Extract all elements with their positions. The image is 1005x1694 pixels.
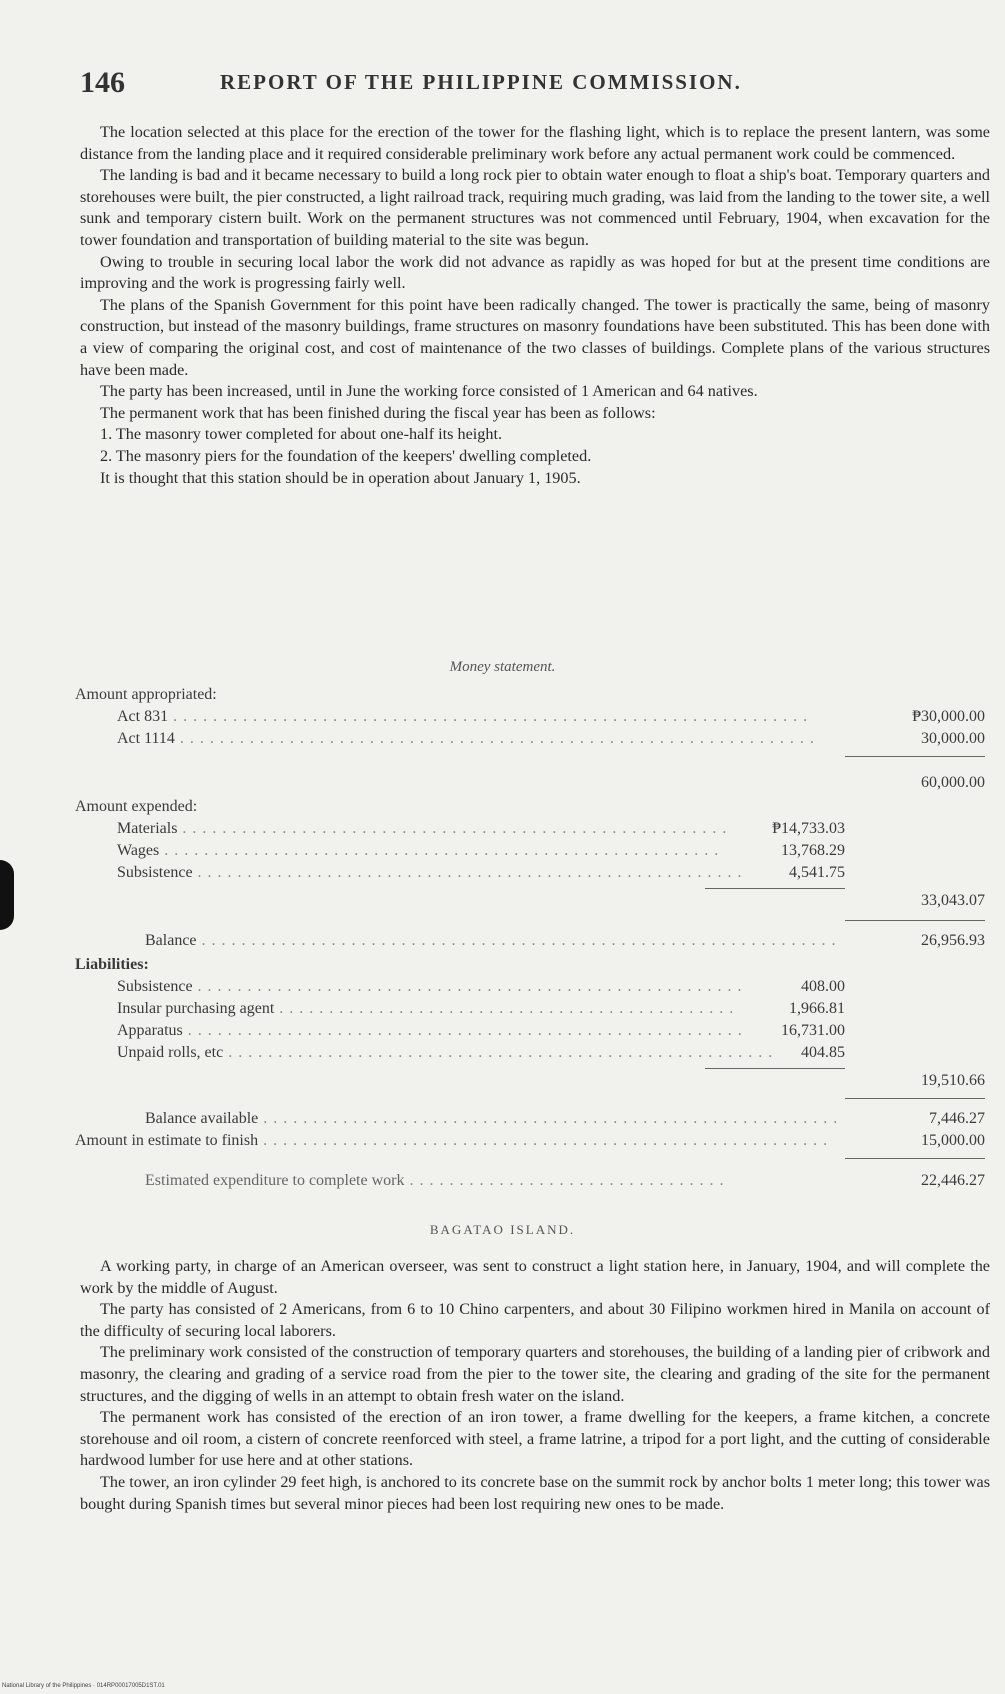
intro-text xyxy=(80,122,990,489)
sum-rule xyxy=(845,1098,985,1099)
paragraph: The party has been increased, until in June the working force consisted of 1 American and 64 natives. xyxy=(100,382,758,401)
act1114-row xyxy=(75,730,985,752)
paragraph: The tower, an iron cylinder 29 feet high, is anchored to its concrete base on the summit rock by anchor bolts 1 meter long; this tower was bought during Spanish times but several minor pieces had been lost requiring new ones to be made. xyxy=(80,1472,990,1513)
leader-dots: . . . . . . . . . . . . . . . . . . . . . . . . . . . . . . . . . . . . . . . . . . . . . . . . . . . . . . . . . xyxy=(258,1132,829,1149)
leader-dots: . . . . . . . . . . . . . . . . . . . . . . . . . . . . . . . . . . . . . . . . . . . . . . . . . . . . . . . . xyxy=(182,1022,743,1039)
label: Amount in estimate to finish xyxy=(75,1132,259,1149)
label: Amount expended: xyxy=(75,798,198,815)
leader-dots: . . . . . . . . . . . . . . . . . . . . . . . . . . . . . . . . . . . . . . . . . . . . . . . . . . . . . . . xyxy=(223,1044,774,1061)
label: Wages xyxy=(117,842,160,859)
sum-rule xyxy=(705,888,845,889)
value: 1,966.81 xyxy=(789,1000,845,1017)
paragraph: Owing to trouble in securing local labor the work did not advance as rapidly as was hoped for but at the present time conditions are improving and the work is progressing fairly well. xyxy=(80,252,990,293)
label: Balance available xyxy=(145,1110,259,1127)
leader-dots: . . . . . . . . . . . . . . . . . . . . . . . . . . . . . . . . . . . . . . . . . . . . . . . . . . . . . . . xyxy=(192,864,743,881)
label: Liabilities: xyxy=(75,956,149,973)
value: ₱14,733.03 xyxy=(772,820,845,837)
sum-rule xyxy=(845,756,985,757)
appropriated-total-row xyxy=(75,774,985,796)
expended-total-row xyxy=(75,892,985,914)
value: ₱30,000.00 xyxy=(912,708,985,725)
balance-row xyxy=(75,932,985,954)
label: Insular purchasing agent xyxy=(117,1000,275,1017)
leader-dots: . . . . . . . . . . . . . . . . . . . . . . . . . . . . . . . . . . . . . . . . . . . . . . . . . . . . . . . . . . . . . . . . xyxy=(174,730,815,747)
label: Act 831 xyxy=(117,708,169,725)
value: 26,956.93 xyxy=(921,932,985,949)
value: 60,000.00 xyxy=(921,774,985,791)
leader-dots: . . . . . . . . . . . . . . . . . . . . . . . . . . . . . . . . . . . . . . . . . . . . . . . . . . . . . . . xyxy=(177,820,728,837)
running-title: REPORT OF THE PHILIPPINE COMMISSION. xyxy=(220,70,742,94)
estimate-row xyxy=(75,1132,985,1154)
label: Estimated expenditure to complete work xyxy=(145,1172,405,1189)
liabilities-total-row xyxy=(75,1072,985,1094)
balance-available-row xyxy=(75,1110,985,1132)
paragraph: The location selected at this place for the erection of the tower for the flashing light, which is to replace the present lantern, was some distance from the landing place and it required considerable preliminary work before any actual permanent work could be commenced. xyxy=(80,123,990,163)
money-statement-caption: Money statement. xyxy=(449,659,556,675)
paragraph: It is thought that this station should be in operation about January 1, 1905. xyxy=(100,468,581,487)
leader-dots: . . . . . . . . . . . . . . . . . . . . . . . . . . . . . . . . . . . . . . . . . . . . . . . . . . . . . . . xyxy=(192,978,743,995)
value: 7,446.27 xyxy=(929,1110,985,1127)
label: Apparatus xyxy=(117,1022,183,1039)
materials-row xyxy=(75,820,985,842)
label: Materials xyxy=(117,820,178,837)
label: Unpaid rolls, etc xyxy=(117,1044,224,1061)
value: 33,043.07 xyxy=(921,892,985,909)
binding-shadow xyxy=(0,860,14,930)
sum-rule xyxy=(845,1158,985,1159)
scan-footer: National Library of the Philippines · 014RP00017005D1ST.01 xyxy=(2,1683,165,1689)
page-number: 146 xyxy=(80,66,125,99)
value: 404.85 xyxy=(801,1044,845,1061)
value: 4,541.75 xyxy=(789,864,845,881)
paragraph: The party has consisted of 2 Americans, from 6 to 10 Chino carpenters, and about 30 Filipino workmen hired in Manila on account of the difficulty of securing local laborers. xyxy=(80,1300,990,1340)
insular-row xyxy=(75,1000,985,1022)
paragraph: The permanent work that has been finished during the fiscal year has been as follows: xyxy=(100,403,656,422)
paragraph: The plans of the Spanish Government for this point have been radically changed. The tower is practically the same, being of masonry construction, but instead of the masonry buildings, frame structures on masonry foundations have been substituted. This has been done with a view of comparing the original cost, and cost of maintenance of the two classes of buildings. Complete plans of the various structures have been made. xyxy=(80,295,990,379)
leader-dots: . . . . . . . . . . . . . . . . . . . . . . . . . . . . . . . . . . . . . . . . . . . . . . . . . . . . . . . . . . xyxy=(258,1110,839,1127)
bagatao-text xyxy=(80,1256,990,1515)
paragraph: The permanent work has consisted of the erection of an iron tower, a frame dwelling for the keepers, a frame kitchen, a concrete storehouse and oil room, a cistern of concrete reenforced with steel, a frame latrine, a tripod for a port light, and the cutting of considerable hardwood lumber for use here and at other stations. xyxy=(80,1408,990,1470)
value: 408.00 xyxy=(801,978,845,995)
act831-row xyxy=(75,708,985,730)
label: Subsistence xyxy=(117,978,193,995)
label: Amount appropriated: xyxy=(75,686,217,703)
page-header xyxy=(80,66,980,106)
value: 15,000.00 xyxy=(921,1132,985,1149)
paragraph: A working party, in charge of an American overseer, was sent to construct a light station here, in January, 1904, and will complete the work by the middle of August. xyxy=(80,1257,990,1297)
paragraph: The preliminary work consisted of the construction of temporary quarters and storehouses, the building of a landing pier of cribwork and masonry, the clearing and grading of a service road from the pier to the tower site, the clearing and grading of the site for the permanent structures, and the digging of wells in an attempt to obtain fresh water on the island. xyxy=(80,1343,990,1405)
list-item: 2. The masonry piers for the foundation of the keepers' dwelling completed. xyxy=(100,446,592,465)
leader-dots: . . . . . . . . . . . . . . . . . . . . . . . . . . . . . . . . . . . . . . . . . . . . . . . . . . . . . . . . xyxy=(159,842,720,859)
leader-dots: . . . . . . . . . . . . . . . . . . . . . . . . . . . . . . . . . . . . . . . . . . . . . . xyxy=(274,1000,735,1017)
paragraph: The landing is bad and it became necessary to build a long rock pier to obtain water enough to float a ship's boat. Temporary quarters and storehouses were built, the pier constructed, a light railroad track, requiring much grading, was laid from the landing to the tower site, a well sunk and temporary cistern built. Work on the permanent structures was not commenced until February, 1904, when excavation for the tower foundation and transportation of building material to the site was begun. xyxy=(80,166,990,249)
wages-row xyxy=(75,842,985,864)
label: Balance xyxy=(145,932,197,949)
estimated-expenditure-row xyxy=(75,1172,985,1194)
leader-dots: . . . . . . . . . . . . . . . . . . . . . . . . . . . . . . . . xyxy=(404,1172,725,1189)
leader-dots: . . . . . . . . . . . . . . . . . . . . . . . . . . . . . . . . . . . . . . . . . . . . . . . . . . . . . . . . . . . . . . . . xyxy=(168,708,809,725)
value: 13,768.29 xyxy=(781,842,845,859)
subsistence-row xyxy=(75,864,985,886)
unpaid-row xyxy=(75,1044,985,1066)
list-item: 1. The masonry tower completed for about one-half its height. xyxy=(100,425,503,444)
leader-dots: . . . . . . . . . . . . . . . . . . . . . . . . . . . . . . . . . . . . . . . . . . . . . . . . . . . . . . . . . . . . . . . . xyxy=(196,932,837,949)
value: 22,446.27 xyxy=(921,1172,985,1189)
expended-heading xyxy=(75,798,985,820)
appropriated-heading xyxy=(75,686,985,708)
value: 30,000.00 xyxy=(921,730,985,747)
label: Subsistence xyxy=(117,864,193,881)
label: Act 1114 xyxy=(117,730,175,747)
liab-subsistence-row xyxy=(75,978,985,1000)
value: 19,510.66 xyxy=(921,1072,985,1089)
value: 16,731.00 xyxy=(781,1022,845,1039)
liabilities-heading xyxy=(75,956,985,978)
sum-rule xyxy=(845,920,985,921)
apparatus-row xyxy=(75,1022,985,1044)
sum-rule xyxy=(705,1068,845,1069)
section-title: BAGATAO ISLAND. xyxy=(429,1222,576,1237)
